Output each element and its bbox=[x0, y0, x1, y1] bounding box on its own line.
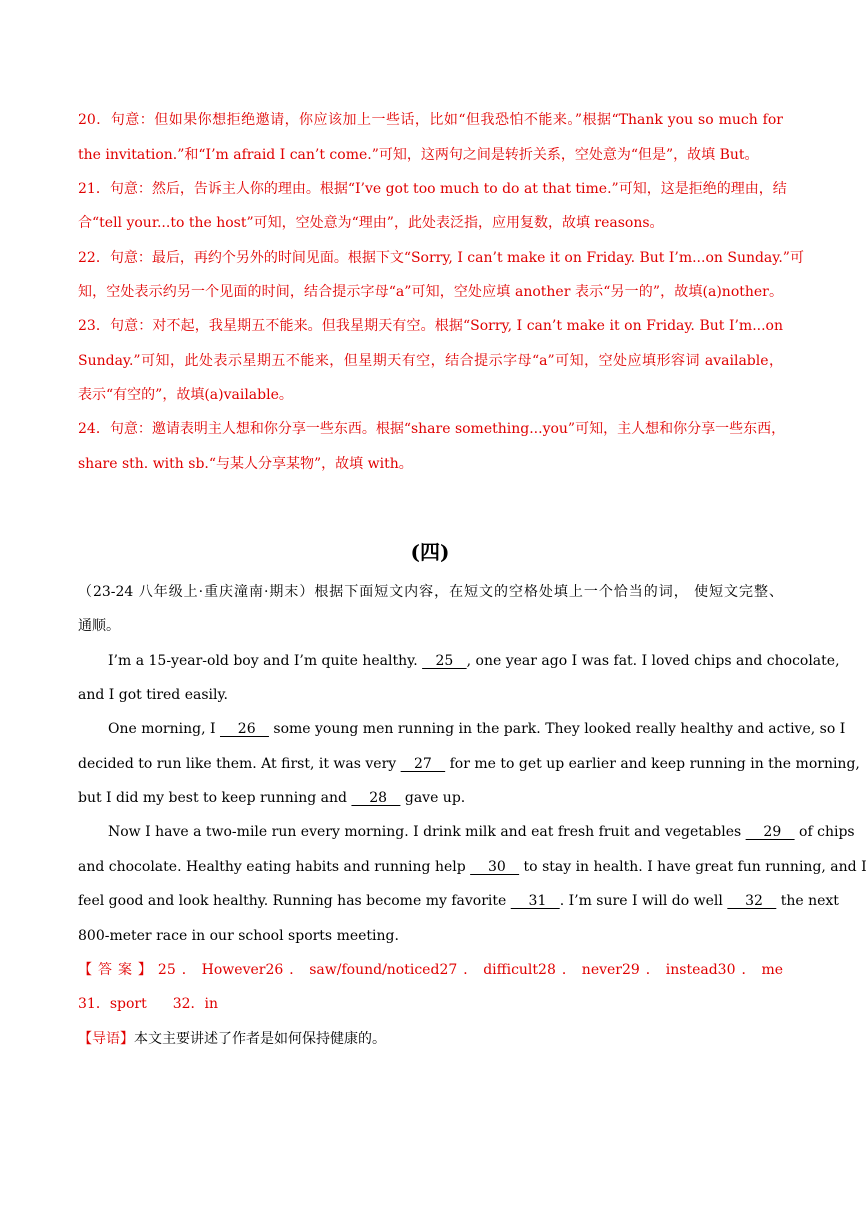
passage-p3-line4: 800-meter race in our school sports meeting. bbox=[78, 928, 399, 944]
passage-text: feel good and look healthy. Running has become my favorite bbox=[78, 893, 511, 909]
explanation-23-line1: 23．句意：对不起，我星期五不能来。但我星期天有空。根据“Sorry, I can’t make it on Friday. But I’m...on bbox=[78, 318, 783, 334]
blank-30: 30 bbox=[470, 859, 520, 875]
passage-p2-line1 bbox=[108, 719, 846, 739]
answer-27: 27．difficult bbox=[439, 962, 539, 978]
answer-30: 30．me bbox=[717, 962, 783, 978]
passage-text: of chips bbox=[794, 824, 855, 840]
explanation-23-line2: Sunday.”可知，此处表示星期五不能来，但星期天有空，结合提示字母“a”可知，空处应填形容词 available， bbox=[78, 353, 783, 369]
passage-p1-line1 bbox=[108, 651, 840, 671]
guide-label: 【导语】 bbox=[78, 1031, 134, 1047]
blank-31: 31 bbox=[510, 893, 560, 909]
explanation-24-line1: 24．句意：邀请表明主人想和你分享一些东西。根据“share something...you”可知，主人想和你分享一些东西， bbox=[78, 421, 786, 437]
explanation-24-line2: share sth. with sb.“与某人分享某物”，故填 with。 bbox=[78, 456, 413, 472]
answer-26: 26．saw/found/noticed bbox=[265, 962, 440, 978]
explanation-22-line1: 22．句意：最后，再约个另外的时间见面。根据下文“Sorry, I can’t make it on Friday. But I’m...on Sunday.”可 bbox=[78, 250, 804, 266]
passage-text: some young men running in the park. They looked really healthy and active, so I bbox=[268, 721, 846, 737]
passage-p3-line3 bbox=[78, 891, 839, 911]
blank-27: 27 bbox=[400, 756, 446, 772]
passage-text: One morning, I bbox=[108, 721, 220, 737]
section-title: (四) bbox=[410, 540, 450, 564]
explanation-20-line2: the invitation.”和“I’m afraid I can’t come.”可知，这两句之间是转折关系，空处意为“但是”，故填 But。 bbox=[78, 147, 759, 163]
guide-line bbox=[78, 1029, 783, 1049]
answer-25: 25．However bbox=[157, 962, 266, 978]
blank-29: 29 bbox=[745, 824, 795, 840]
answer-28: 28．never bbox=[538, 962, 622, 978]
passage-p2-line3 bbox=[78, 788, 783, 808]
passage-text: Now I have a two-mile run every morning. I drink milk and eat fresh fruit and vegetables bbox=[108, 824, 746, 840]
passage-text: and chocolate. Healthy eating habits and running help bbox=[78, 859, 471, 875]
blank-26: 26 bbox=[219, 721, 269, 737]
explanation-21-line2: 合“tell your...to the host”可知，空处意为“理由”，此处表泛指，应用复数，故填 reasons。 bbox=[78, 215, 664, 231]
passage-text: the next bbox=[776, 893, 839, 909]
passage-text: I’m a 15-year-old boy and I’m quite healthy. bbox=[108, 653, 423, 669]
passage-p2-line2 bbox=[78, 754, 860, 774]
passage-p1-line2: and I got tired easily. bbox=[78, 687, 228, 703]
answer-31: 31．sport bbox=[78, 996, 147, 1012]
blank-28: 28 bbox=[351, 790, 401, 806]
answer-line2 bbox=[78, 994, 783, 1014]
instruction-line1: （23-24 八年级上·重庆潼南·期末）根据下面短文内容，在短文的空格处填上一个恰当的词， 使短文完整、 bbox=[78, 584, 783, 600]
explanation-21-line1: 21．句意：然后，告诉主人你的理由。根据“I’ve got too much to do at that time.”可知，这是拒绝的理由，结 bbox=[78, 181, 787, 197]
instruction-line2: 通顺。 bbox=[78, 618, 120, 634]
blank-32: 32 bbox=[727, 893, 777, 909]
passage-text: decided to run like them. At first, it was very bbox=[78, 756, 401, 772]
passage-text: gave up. bbox=[400, 790, 466, 806]
answer-32: 32．in bbox=[172, 996, 219, 1012]
passage-text: . I’m sure I will do well bbox=[559, 893, 728, 909]
answer-29: 29．instead bbox=[622, 962, 718, 978]
explanation-23-line3: 表示“有空的”，故填(a)vailable。 bbox=[78, 387, 293, 403]
answer-line1 bbox=[78, 960, 783, 980]
passage-text: for me to get up earlier and keep running in the morning, bbox=[445, 756, 860, 772]
blank-25: 25 bbox=[422, 653, 467, 669]
passage-p3-line1 bbox=[108, 822, 855, 842]
passage-text: but I did my best to keep running and bbox=[78, 790, 352, 806]
passage-p3-line2 bbox=[78, 857, 867, 877]
answer-label: 【答案】 bbox=[78, 962, 158, 978]
explanation-22-line2: 知，空处表示约另一个见面的时间，结合提示字母“a”可知，空处应填 another 表示“另一的”，故填(a)nother。 bbox=[78, 284, 783, 300]
explanation-20-line1: 20．句意：但如果你想拒绝邀请，你应该加上一些话，比如“但我恐怕不能来。”根据“Thank you so much for bbox=[78, 112, 783, 128]
passage-text: , one year ago I was fat. I loved chips and chocolate, bbox=[466, 653, 840, 669]
passage-text: to stay in health. I have great fun running, and I bbox=[519, 859, 867, 875]
guide-text: 本文主要讲述了作者是如何保持健康的。 bbox=[134, 1031, 386, 1047]
